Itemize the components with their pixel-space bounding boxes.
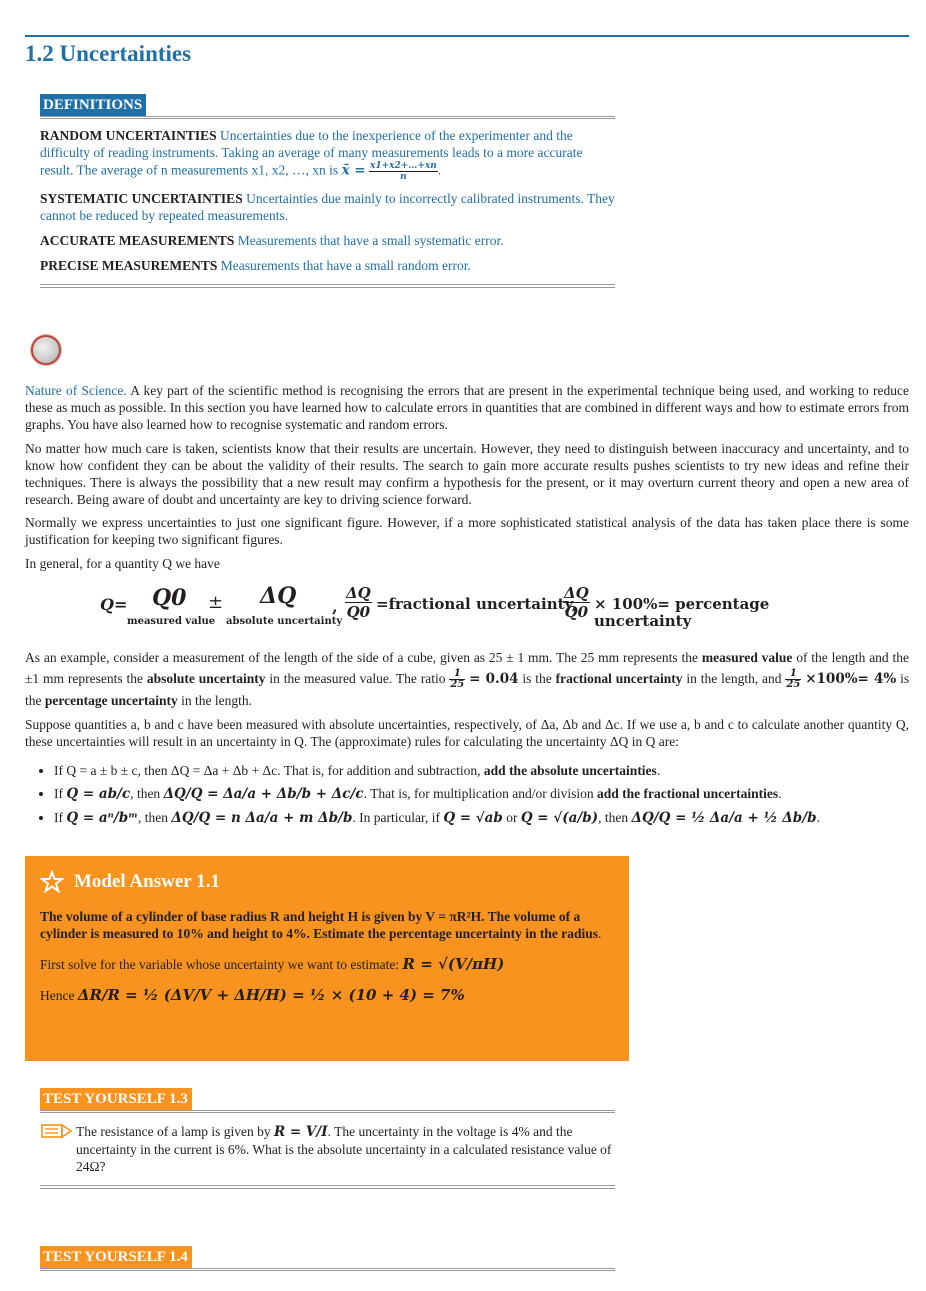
nos-paragraph-3: Normally we express uncertainties to just one significant figure. However, if a more sophisticated statistical analysis of the data has taken place there is some justification for keeping two significant figures. (25, 515, 909, 547)
test-1-4-tag-rule (40, 1268, 615, 1271)
test-1-3-text-1: The resistance of a lamp is given by (76, 1124, 271, 1139)
example-t5: in the length, and (686, 671, 782, 686)
example-b2: absolute uncertainty (146, 671, 266, 686)
rule-powers (54, 809, 908, 827)
rule-2-formula: Q = ab/c (66, 786, 131, 802)
globe-icon (31, 335, 61, 365)
formula-frac-1 (345, 584, 372, 621)
accurate-term: ACCURATE MEASUREMENTS (40, 233, 235, 248)
rule-2-then: , then (130, 786, 161, 801)
formula-dq: ΔQ (260, 583, 297, 609)
formula-percentage: × 100%= percentage uncertainty (594, 595, 770, 630)
example-b1: measured value (701, 650, 793, 665)
formula-measured-value: measured value (127, 616, 216, 627)
rule-2-formula2: ΔQ/Q = Δa/a + Δb/b + Δc/c (163, 786, 364, 802)
test-1-3-bottom-rule (40, 1185, 615, 1189)
example-b4: percentage uncertainty (44, 693, 178, 709)
systematic-term: SYSTEMATIC UNCERTAINTIES (40, 191, 243, 206)
rules-list (38, 762, 908, 833)
model-answer-question (40, 908, 614, 942)
model-answer-box (25, 856, 629, 1061)
rule-3-text: . In particular, if (352, 810, 440, 825)
model-answer-line-1-text: First solve for the variable whose uncertainty we want to estimate: (40, 957, 400, 972)
rule-3-formula: Q = aⁿ/bᵐ (66, 810, 138, 826)
rule-3-formula3: Q = √ab (443, 810, 503, 826)
rule-3-then2: , then (598, 810, 629, 825)
top-rule (25, 35, 909, 37)
rule-2-text: . That is, for multiplication and/or division (363, 786, 594, 801)
formula-frac-2-den: Q0 (564, 603, 589, 621)
definitions-tag: DEFINITIONS (40, 94, 146, 116)
formula-comma: , (332, 597, 338, 616)
example-t1: As an example, consider a measurement of the length of the side of a cube, given as 25 ± 1 mm. The 25 mm represents the (25, 650, 698, 665)
rule-1-text: If Q = a ± b ± c, then ΔQ = Δa + Δb + Δc. That is, for addition and subtraction, (54, 763, 481, 778)
rule-3-formula4: Q = √(a/b) (520, 810, 599, 826)
model-answer-line-2-formula: ΔR/R = ½ (ΔV/V + ΔH/H) = ½ × (10 + 4) = 7% (77, 986, 465, 1004)
example-t4: is the (522, 671, 552, 686)
rule-2-if: If (54, 786, 63, 801)
rule-3-formula5: ΔQ/Q = ½ Δa/a + ½ Δb/b (631, 810, 817, 826)
rule-1-end: . (656, 763, 661, 778)
example-t3: in the measured value. The ratio (269, 671, 446, 686)
formula-frac-2-num: ΔQ (564, 584, 589, 602)
rule-addition (54, 762, 908, 779)
model-answer-line-2 (40, 987, 614, 1004)
example-pct-num: 1 (785, 669, 801, 680)
random-formula-num: x1+x2+…+xn (370, 161, 437, 171)
example-t2: of the length and the ±1 mm represents the (25, 650, 910, 686)
rule-multiplication (54, 785, 908, 803)
test-1-3-tag: TEST YOURSELF 1.3 (40, 1088, 192, 1110)
rule-3-or: or (506, 810, 518, 825)
test-1-4-tag: TEST YOURSELF 1.4 (40, 1246, 192, 1268)
model-answer-question-end: . (597, 926, 602, 941)
test-yourself-1-4 (40, 1246, 615, 1271)
precise-text: Measurements that have a small random error. (220, 258, 471, 273)
star-icon (40, 870, 64, 894)
model-answer-question-text: The volume of a cylinder of base radius R and height H is given by V = πR²H. The volume of a cylinder is measured to 10% and height to 4%. Estimate the percentage uncertainty in the radius (40, 909, 598, 941)
random-term: RANDOM UNCERTAINTIES (40, 128, 217, 143)
systematic-text: Uncertainties due mainly to incorrectly calibrated instruments. They cannot be reduced by repeated measurements. (40, 191, 615, 223)
example-ratio-num: 1 (449, 669, 465, 680)
nos-paragraph-4: In general, for a quantity Q we have (25, 556, 220, 571)
example-t7: in the length. (181, 693, 252, 709)
rule-2-bold: add the fractional uncertainties (597, 786, 779, 801)
example-pct-val: ×100%= 4% (805, 671, 897, 687)
definition-accurate (40, 232, 615, 249)
rule-1-bold: add the absolute uncertainties (483, 763, 657, 778)
test-1-3-tag-rule (40, 1110, 615, 1113)
rule-3-end: . (816, 810, 820, 825)
formula-pm: ± (208, 592, 224, 613)
accurate-text: Measurements that have a small systematic error. (237, 233, 504, 248)
definitions-tag-rule (40, 116, 615, 119)
nos-paragraph-2: No matter how much care is taken, scientists know that their results are uncertain. However, they need to distinguish between inaccuracy and uncertainty, and to know how confident they can be about the validity of their results. The search to gain more accurate results pushes scientists to try new ideas and refine their techniques. There is always the possibility that a new result may confirm a hypothesis for the present, or it may overturn current theory and open a new area of research. Being aware of doubt and uncertainty are key to driving science forward. (25, 441, 909, 507)
example-b3: fractional uncertainty (555, 671, 683, 686)
section-title: 1.2 Uncertainties (25, 41, 192, 66)
suppose-paragraph: Suppose quantities a, b and c have been measured with absolute uncertainties, respectively, of Δa, Δb and Δc. If we use a, b and c to calculate another quantity Q, these uncertainties will result in an uncertainty in Q. The (approximate) rules for calculating the uncertainty ΔQ in Q are: (25, 717, 909, 749)
rule-3-formula2: ΔQ/Q = n Δa/a + m Δb/b (171, 810, 353, 826)
formula-q-eq: Q= (100, 595, 128, 614)
definition-precise (40, 257, 615, 274)
precise-term: PRECISE MEASUREMENTS (40, 258, 218, 273)
rule-3-then: , then (137, 810, 168, 825)
example-pct-den: 25 (786, 679, 801, 691)
test-1-3-formula: R = V/I (273, 1124, 328, 1140)
uncertainty-formula (100, 583, 860, 630)
model-answer-title (40, 870, 614, 894)
random-text: Uncertainties due to the inexperience of the experimenter and the difficulty of reading instruments. Taking an average of many measurements leads to a more accurate result. The average of n measurements x1, x2, …, xn is (40, 128, 583, 178)
model-answer-line-2-text: Hence (40, 988, 75, 1003)
random-formula-den: n (400, 172, 407, 182)
pencil-icon (41, 1122, 73, 1140)
random-formula-lhs: x̄ = (341, 162, 366, 179)
model-answer-line-1 (40, 956, 614, 973)
definitions-box (40, 94, 615, 288)
example-t6: is the (25, 671, 910, 709)
random-formula-frac (369, 161, 438, 182)
model-answer-line-1-formula: R = √(V/πH) (402, 955, 505, 973)
test-1-3-text-2: . The uncertainty in the voltage is 4% and the uncertainty in the current is 6%. What is the absolute uncertainty in a calculated resistance value of 24Ω? (76, 1124, 612, 1174)
example-paragraph (25, 647, 909, 711)
test-yourself-1-3 (40, 1088, 615, 1189)
rule-2-end: . (778, 786, 782, 801)
formula-frac-2 (563, 584, 590, 621)
definition-random: RANDOM UNCERTAINTIES Uncertainties due to the inexperience of the experimenter and the difficulty of reading instruments. Taking an average of many measurements leads to a more accurate result. The average of n measurements x1, x2, …, xn is x̄ = $\frac{x1+x2+\dots+xn}{n}$ . (40, 128, 583, 182)
example-ratio-val: = 0.04 (469, 671, 519, 687)
formula-frac-1-den: Q0 (346, 603, 371, 621)
example-pct-frac (785, 669, 801, 690)
example-ratio-den: 25 (450, 679, 465, 691)
example-ratio-frac (449, 669, 465, 690)
nos-p1: A key part of the scientific method is recognising the errors that are present in the experimental technique being used, and working to reduce these as much as possible. In this section you have learned how to calculate errors in quantities that are combined in different ways and how to estimate errors from graphs. You have also learned how to recognise systematic and random errors. (25, 383, 909, 432)
formula-frac-1-num: ΔQ (346, 584, 371, 602)
test-1-3-question (40, 1123, 615, 1175)
formula-absolute-uncertainty: absolute uncertainty (226, 616, 343, 627)
formula-fractional: =fractional uncertainty, (376, 595, 578, 613)
model-answer-title-text: Model Answer 1.1 (74, 871, 220, 892)
definitions-bottom-rule (40, 284, 615, 288)
nos-paragraph-1 (25, 382, 909, 433)
rule-3-if: If (54, 810, 63, 825)
definition-systematic (40, 190, 615, 224)
formula-q0: Q0 (152, 585, 187, 611)
nos-label: Nature of Science. (25, 383, 127, 398)
